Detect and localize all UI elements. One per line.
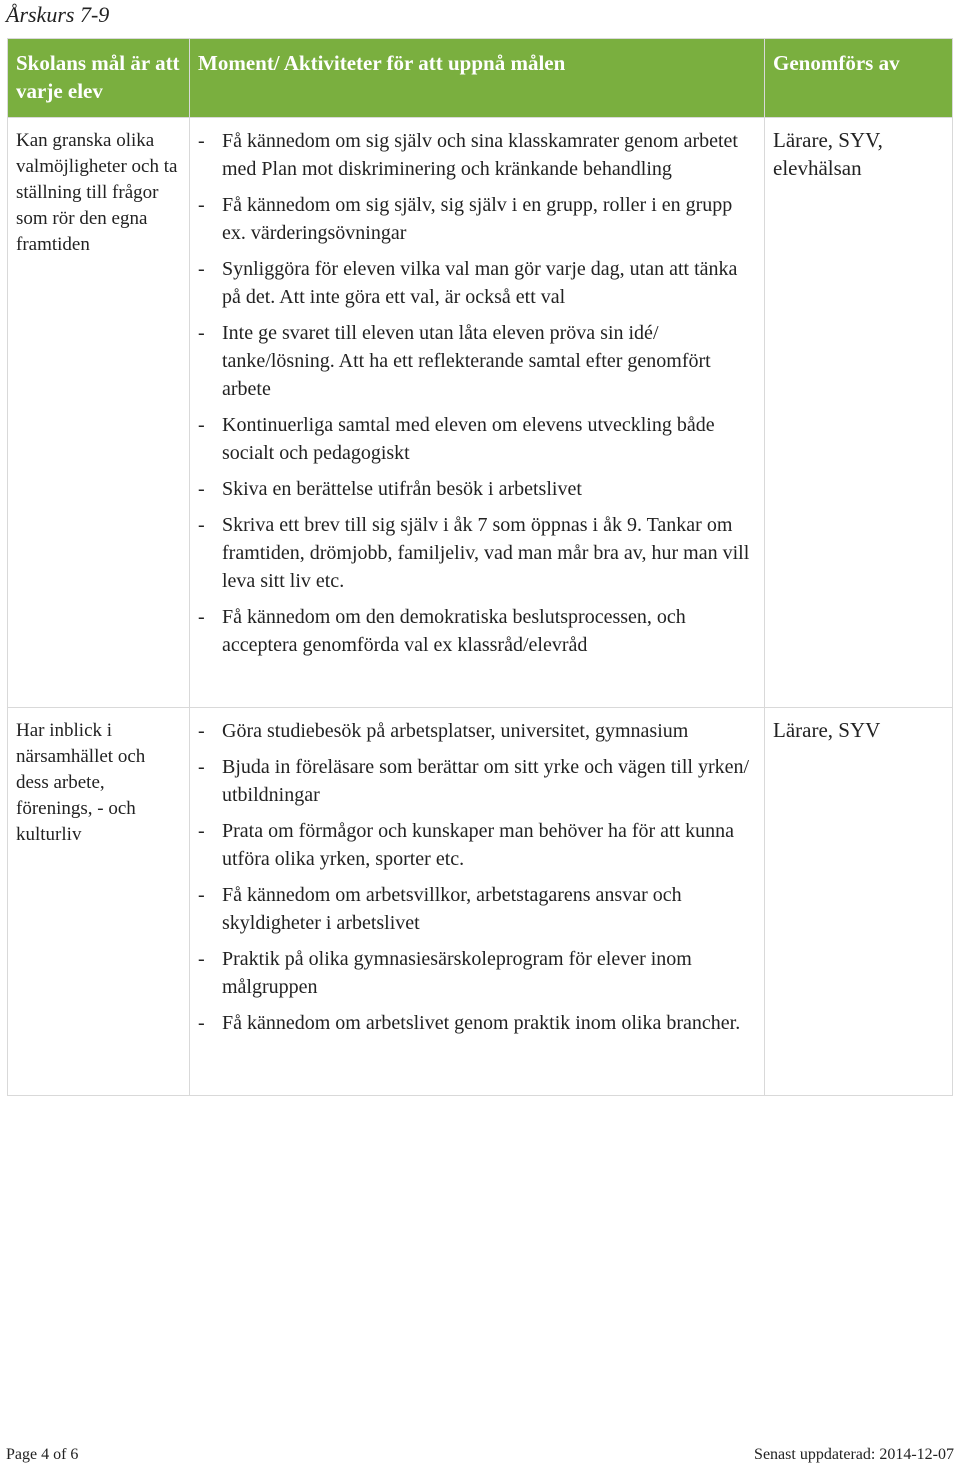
- list-item: - Synliggöra för eleven vilka val man gör varje dag, utan att tänka på det. Att inte göra ett val, är också ett val: [196, 255, 760, 311]
- list-item: - Få kännedom om sig själv och sina klasskamrater genom arbetet med Plan mot diskriminering och kränkande behandling: [196, 127, 760, 183]
- list-item: - Praktik på olika gymnasiesärskoleprogram för elever inom målgruppen: [196, 945, 760, 1001]
- activities-cell: [190, 118, 765, 708]
- list-item: - Kontinuerliga samtal med eleven om elevens utveckling både socialt och pedagogiskt: [196, 411, 760, 467]
- list-item: - Prata om förmågor och kunskaper man behöver ha för att kunna utföra olika yrken, sporter etc.: [196, 817, 760, 873]
- list-item: - Få kännedom om arbetslivet genom praktik inom olika brancher.: [196, 1009, 760, 1037]
- column-header-goal: Skolans mål är att varje elev: [8, 39, 190, 118]
- list-item: - Få kännedom om sig själv, sig själv i en grupp, roller i en grupp ex. värderingsövningar: [196, 191, 760, 247]
- goal-cell: Har inblick i närsamhället och dess arbete, förenings, - och kulturliv: [8, 708, 190, 1096]
- responsible-cell: Lärare, SYV, elevhälsan: [765, 118, 953, 708]
- page-title: Årskurs 7-9: [6, 2, 110, 27]
- goal-cell: Kan granska olika valmöjligheter och ta ställning till frågor som rör den egna framtiden: [8, 118, 190, 708]
- responsible-cell: Lärare, SYV: [765, 708, 953, 1096]
- activities-list: [196, 717, 760, 1037]
- table-row: [8, 708, 953, 1096]
- table-row: [8, 118, 953, 708]
- plan-table: [7, 38, 953, 1096]
- last-updated: Senast uppdaterad: 2014-12-07: [754, 1446, 954, 1463]
- column-header-activities: Moment/ Aktiviteter för att uppnå målen: [190, 39, 765, 118]
- activities-cell: [190, 708, 765, 1096]
- list-item: - Få kännedom om arbetsvillkor, arbetstagarens ansvar och skyldigheter i arbetslivet: [196, 881, 760, 937]
- list-item: - Göra studiebesök på arbetsplatser, universitet, gymnasium: [196, 717, 760, 745]
- list-item: - Bjuda in föreläsare som berättar om sitt yrke och vägen till yrken/ utbildningar: [196, 753, 760, 809]
- activities-list: [196, 127, 760, 659]
- list-item: - Skriva ett brev till sig själv i åk 7 som öppnas i åk 9. Tankar om framtiden, drömjobb, familjeliv, vad man mår bra av, hur man vill leva sitt liv etc.: [196, 511, 760, 595]
- page-number: Page 4 of 6: [6, 1446, 79, 1463]
- table-header-row: [8, 39, 953, 118]
- list-item: - Skiva en berättelse utifrån besök i arbetslivet: [196, 475, 760, 503]
- list-item: - Inte ge svaret till eleven utan låta eleven pröva sin idé/ tanke/lösning. Att ha ett reflekterande samtal efter genomfört arbete: [196, 319, 760, 403]
- column-header-responsible: Genomförs av: [765, 39, 953, 118]
- list-item: - Få kännedom om den demokratiska beslutsprocessen, och acceptera genomförda val ex klassråd/elevråd: [196, 603, 760, 659]
